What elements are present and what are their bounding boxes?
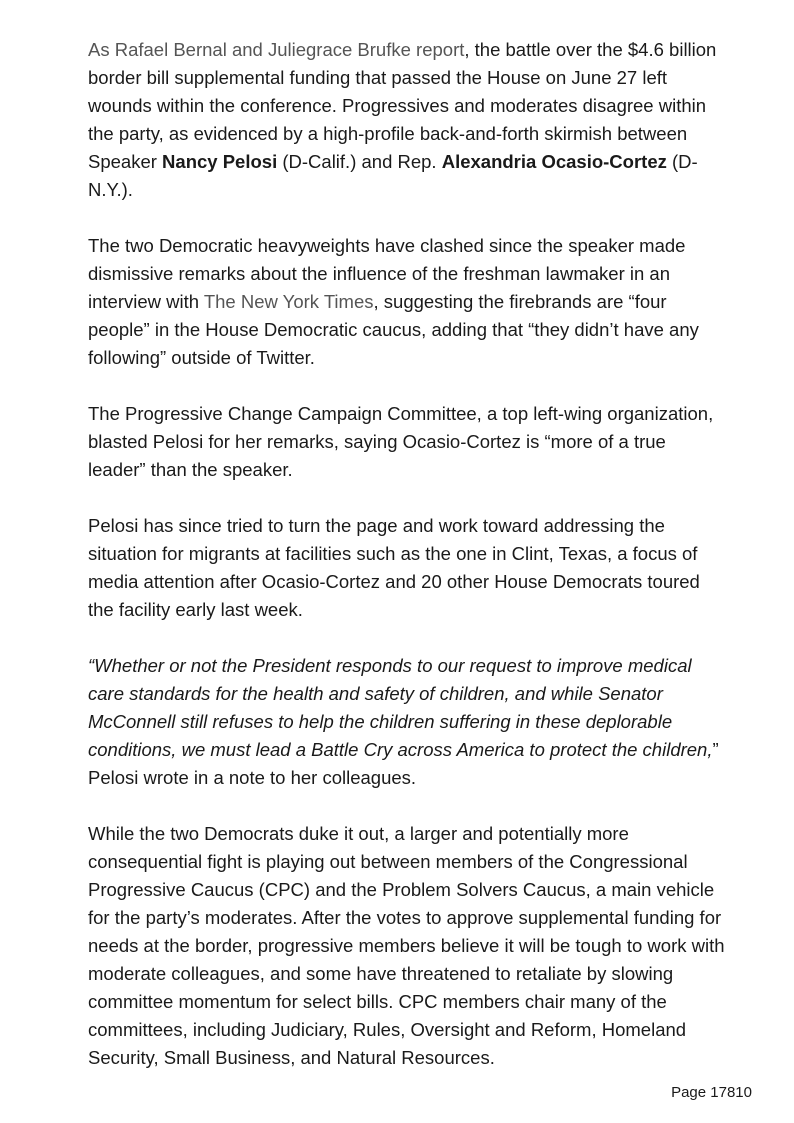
- nyt-link[interactable]: The New York Times: [203, 291, 374, 312]
- paragraph-1-text-a: , the battle over the $4.6 billion border bill supplemental funding that passed the House on June 27 left wounds within the conference. Progressives and moderates disagree within the party, as evidenced by a high-profile back-and-forth skirmish between Speaker: [88, 39, 717, 172]
- paragraph-2-text-b: , suggesting the firebrands are “four people” in the House Democratic caucus, adding that “they didn’t have any following” outside of Twitter.: [88, 291, 699, 368]
- quote-attribution: ” Pelosi wrote in a note to her colleagues.: [88, 739, 719, 788]
- paragraph-2-text-a: The two Democratic heavyweights have clashed since the speaker made dismissive remarks about the influence of the freshman lawmaker in an interview with: [88, 235, 686, 312]
- pelosi-quote: “Whether or not the President responds to our request to improve medical care standards for the health and safety of children, and while Senator McConnell still refuses to help the children suffering in these deplorable conditions, we must lead a Battle Cry across America to protect the children,: [88, 655, 713, 760]
- paragraph-6: While the two Democrats duke it out, a larger and potentially more consequential fight is playing out between members of the Congressional Progressive Caucus (CPC) and the Problem Solvers Caucus, a main vehicle for the party’s moderates. After the votes to approve supplemental funding for needs at the border, progressive members believe it will be tough to work with moderate colleagues, and some have threatened to retaliate by slowing committee momentum for select bills. CPC members chair many of the committees, including Judiciary, Rules, Oversight and Reform, Homeland Security, Small Business, and Natural Resources.: [88, 823, 725, 1068]
- paragraph-1: [88, 36, 728, 204]
- paragraph-4: Pelosi has since tried to turn the page and work toward addressing the situation for migrants at facilities such as the one in Clint, Texas, a focus of media attention after Ocasio-Cortez and 20 other House Democrats toured the facility early last week.: [88, 515, 700, 620]
- article-body: [88, 36, 728, 1100]
- page-number: Page 17810: [671, 1084, 752, 1101]
- paragraph-1-text-c: (D-N.Y.).: [88, 151, 698, 200]
- name-alexandria-ocasio-cortez: Alexandria Ocasio-Cortez: [441, 151, 667, 172]
- paragraph-2: [88, 232, 728, 372]
- paragraph-1-text-b: (D-Calif.) and Rep.: [277, 151, 442, 172]
- paragraph-5: [88, 652, 728, 792]
- report-link[interactable]: As Rafael Bernal and Juliegrace Brufke report: [88, 39, 465, 60]
- paragraph-3: The Progressive Change Campaign Committee, a top left-wing organization, blasted Pelosi for her remarks, saying Ocasio-Cortez is “more of a true leader” than the speaker.: [88, 403, 714, 480]
- name-nancy-pelosi: Nancy Pelosi: [162, 151, 278, 172]
